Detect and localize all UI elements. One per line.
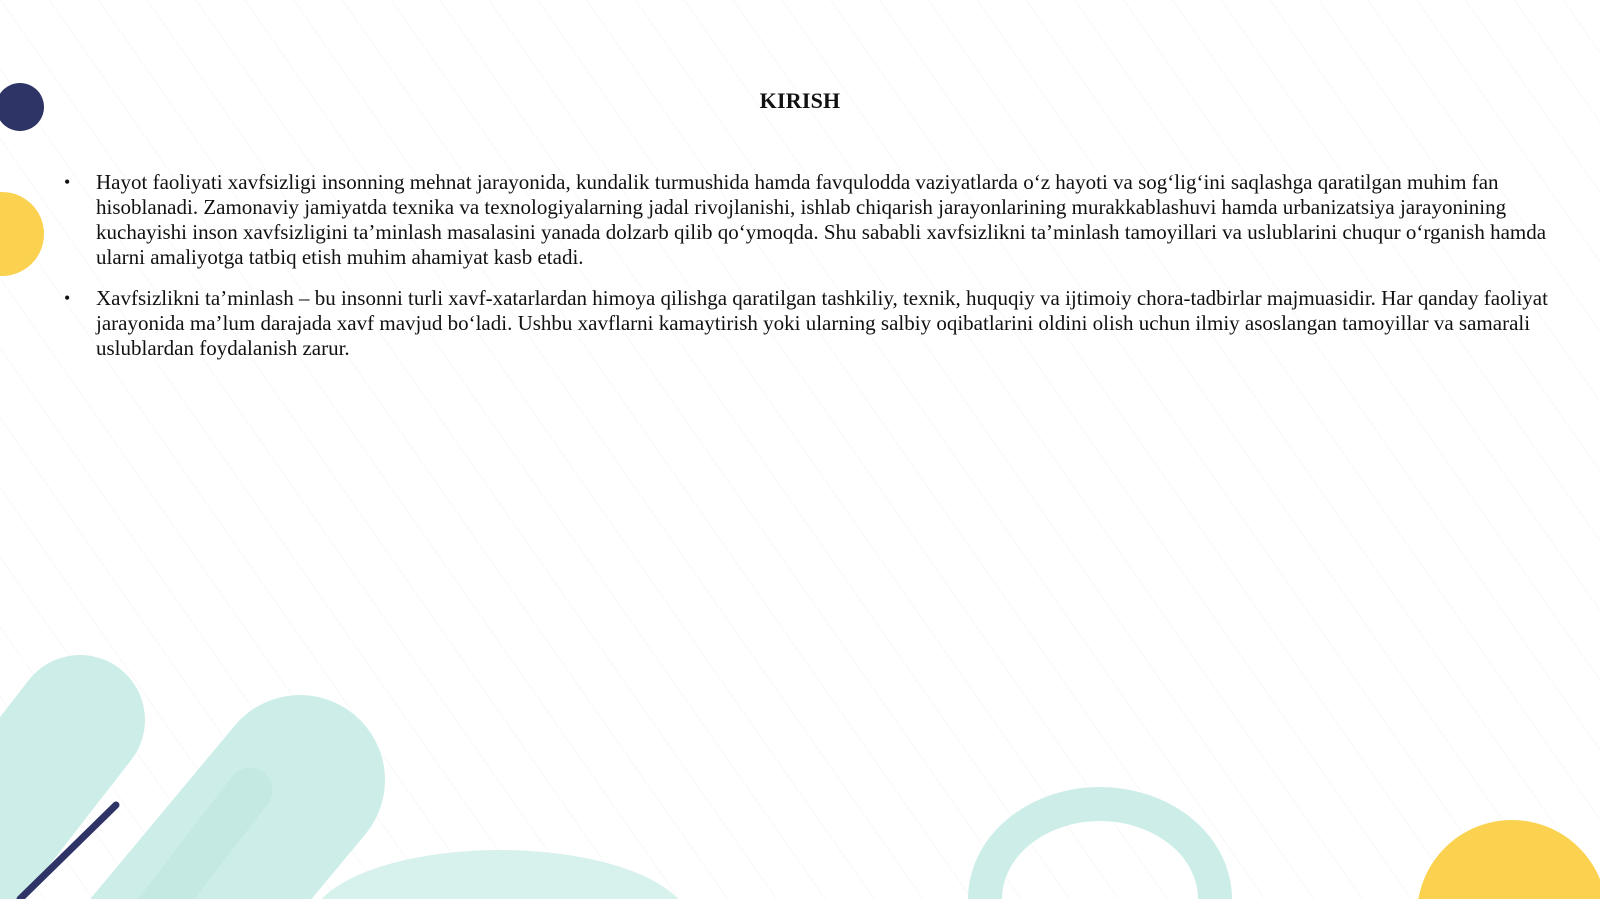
bullet-text: Xavfsizlikni ta’minlash – bu insonni turli xavf-xatarlardan himoya qilishga qaratilgan tashkiliy, texnik, huquqiy va ijtimoiy chora-tadbirlar majmuasidir. Har qanday faoliyat jarayonida ma’lum darajada xavf mavjud bo‘ladi. Ushbu xavflarni kamaytirish yoki ularning salbiy oqibatlarini oldini olish uchun ilmiy asoslangan tamoyillar va samarali uslublardan foydalanish zarur. [96,286,1548,360]
bullet-text: Hayot faoliyati xavfsizligi insonning mehnat jarayonida, kundalik turmushida hamda favqulodda vaziyatlarda o‘z hayoti va sog‘lig‘ini saqlashga qaratilgan muhim fan hisoblanadi. Zamonaviy jamiyatda texnika va texnologiyalarning jadal rivojlanishi, ishlab chiqarish jarayonlarining murakkablashuvi hamda urbanizatsiya jarayonining kuchayishi inson xavfsizligini ta’minlash masalasini yanada dolzarb qilib qo‘ymoqda. Shu sababli xavfsizlikni ta’minlash tamoyillari va uslublarini chuqur o‘rganish hamda ularni amaliyotga tatbiq etish muhim ahamiyat kasb etadi. [96,170,1547,269]
bullet-icon: • [64,172,71,192]
bullet-icon: • [64,288,71,308]
list-item [64,286,1564,361]
list-item [64,170,1564,270]
slide-title: KIRISH [759,88,841,113]
bullet-list [64,170,1564,377]
